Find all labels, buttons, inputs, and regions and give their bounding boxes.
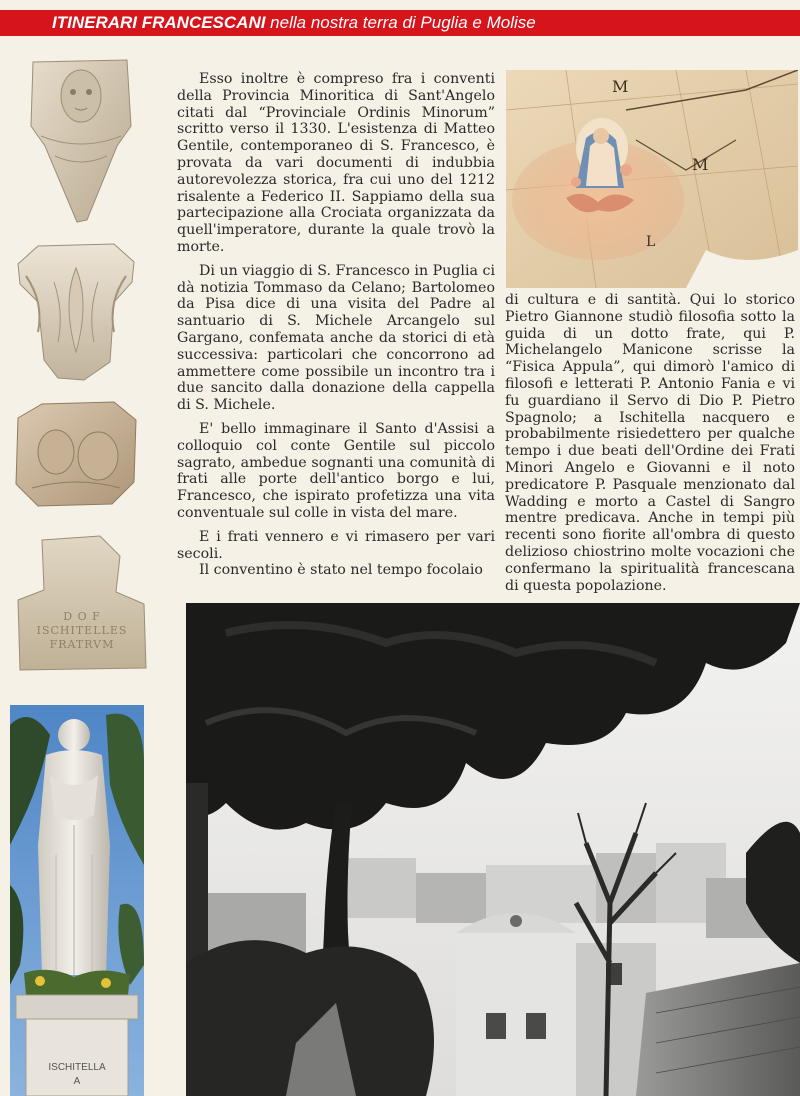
page-header: [0, 10, 800, 36]
inscription-line: FRATRVM: [49, 638, 115, 651]
map-letter-l: L: [646, 234, 656, 250]
paragraph: E i frati vennero e vi rimasero per vari secoli.: [177, 528, 495, 562]
header-title-bold: ITINERARI FRANCESCANI: [52, 13, 266, 32]
header-title-rest: nella nostra terra di Puglia e Molise: [265, 13, 536, 32]
stone-fragment-relief: [12, 400, 140, 508]
paragraph: Il conventino è stato nel tempo focolaio: [199, 562, 483, 579]
paragraph: di cultura e di santità. Qui lo storico Pietro Giannone studiò filosofia sotto la guida di un dotto frate, qui P. Michelangelo Manicone scrisse la “Fisica Appula”, qui dimorò l'amico di filosofi e letterati P. Antonio Fania e vi fu guardiano il Servo di Dio P. Pietro Spagnolo; a Ischitella nacquero e probabilmente risiedettero per qualche tempo i due beati dell'Ordine dei Frati Minori Angelo e Giovanni e il noto predicatore P. Pasquale menzionato dal Wadding e morto a Castel di Sangro mentre predicava. Anche in tempi più recenti sono fiorite all'ombra di questo delizioso chiostrino molte vocazioni che confermano la spiritualità francescana di questa popolazione.: [505, 292, 795, 594]
paragraph: Di un viaggio di S. Francesco in Puglia ci dà notizia Tommaso da Celano; Bartolomeo da Pisa dice di una visita del Padre al santuario di S. Michele Arcangelo sul Gargano, confemata anche da storici di età successiva: particolari che concorrono ad ammettere come possibile un incontro tra i due sancito dalla donazione della cappella di S. Michele.: [177, 262, 495, 414]
inscription-line: D O F: [63, 610, 101, 623]
paragraph: E' bello immaginare il Santo d'Assisi a colloquio col conte Gentile sul piccolo sagrato, ambedue sognanti una comunità di frati alle porte dell'antico borgo e lui, Francesco, che ispirato profetizza una vita conventuale sul colle in vista del mare.: [177, 420, 495, 521]
stone-fragment-head: [25, 56, 135, 224]
paragraph: Esso inoltre è compreso fra i conventi della Provincia Minoritica di Sant'Angelo citati dal “Provinciale Ordinis Minorum” scritto verso il 1330. L'esistenza di Matteo Gentile, contemporaneo di S. Francesco, è provata da vari documenti di indubbia autorevolezza storica, fra cui uno del 1212 risalente a Federico II. Sappiamo della sua partecipazione alla Crociata organizzata da quell'imperatore, durante la quale trovò la morte.: [177, 71, 495, 255]
map-letter-m1: M: [612, 77, 629, 96]
inscription-line: ISCHITELLES: [36, 624, 128, 637]
text-column-left: [177, 71, 495, 586]
text-column-right: [505, 292, 795, 601]
map-letter-m2: M: [692, 155, 709, 174]
plinth-inscription: A: [73, 1076, 81, 1087]
plinth-inscription: ISCHITELLA: [48, 1062, 106, 1073]
convent-photo: [186, 603, 800, 1096]
stone-fragment-inscription: [16, 534, 148, 672]
statue-photo: [10, 705, 144, 1096]
map-image: [506, 70, 798, 288]
stone-fragment-capital: [14, 242, 138, 382]
